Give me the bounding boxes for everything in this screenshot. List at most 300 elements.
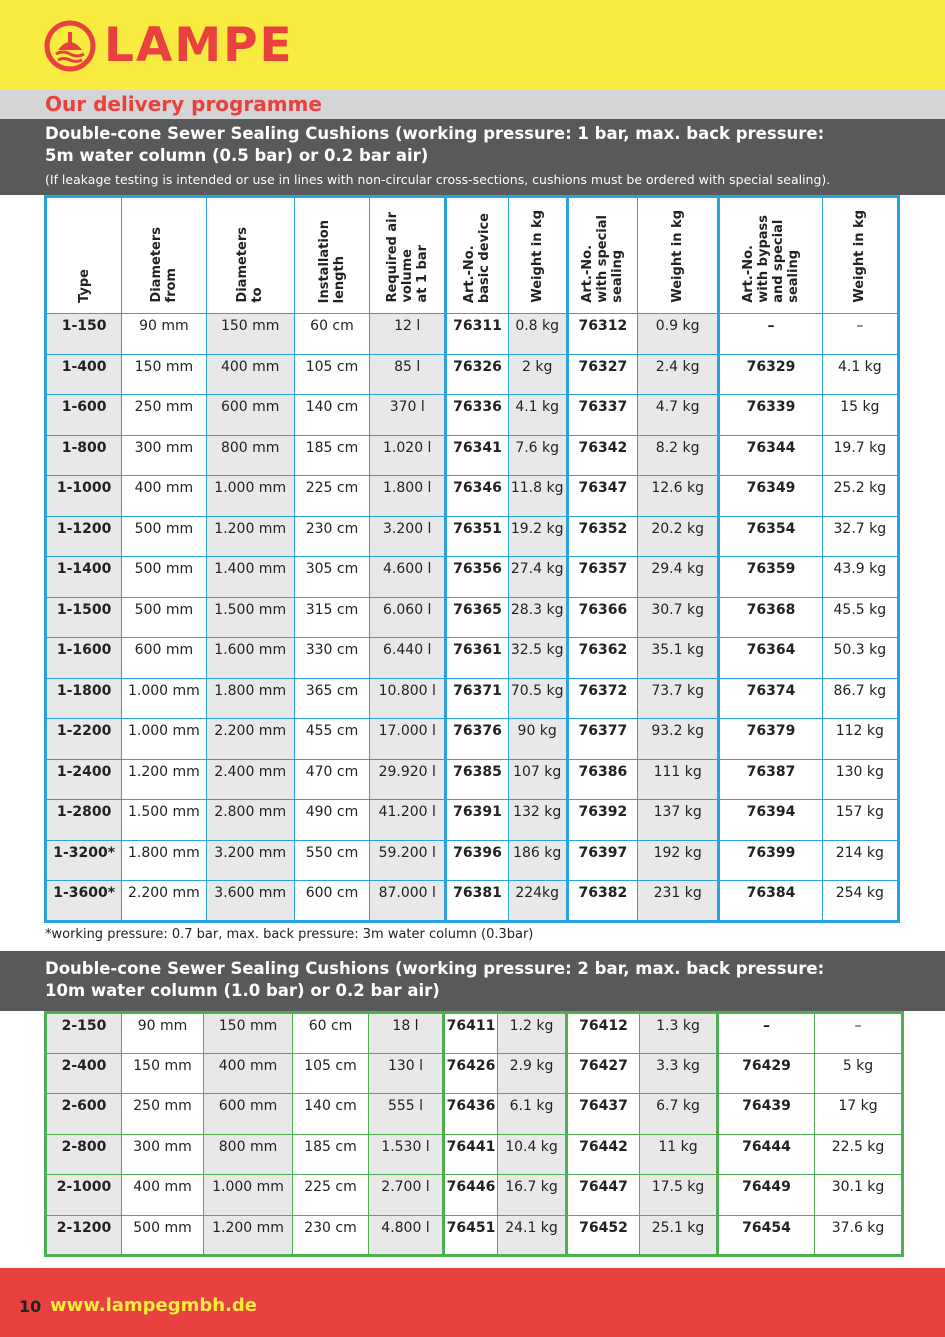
table-cell: 11.8 kg: [508, 476, 567, 517]
table-cell: 2.9 kg: [498, 1053, 567, 1094]
table-cell: 11 kg: [640, 1134, 718, 1175]
table-cell: 500 mm: [122, 597, 206, 638]
table-cell: 500 mm: [122, 557, 206, 598]
table-cell: 0.9 kg: [638, 314, 719, 355]
table-cell: 76446: [444, 1175, 498, 1216]
table-cell: 59.200 l: [370, 840, 446, 881]
table-cell: 2.800 mm: [206, 800, 294, 841]
table-row: [46, 678, 899, 719]
table-cell: 76377: [567, 719, 637, 760]
table-cell: 400 mm: [122, 1175, 204, 1216]
column-header-line: sealing: [785, 250, 801, 303]
table-cell: 16.7 kg: [498, 1175, 567, 1216]
table-cell: 1-2400: [46, 759, 122, 800]
table-cell: 90 kg: [508, 719, 567, 760]
table-cell: 76449: [718, 1175, 815, 1216]
table-cell: 76311: [446, 314, 508, 355]
table-cell: 2.4 kg: [638, 354, 719, 395]
table-cell: 1.530 l: [369, 1134, 444, 1175]
table-cell: 24.1 kg: [498, 1215, 567, 1256]
table-cell: 2 kg: [508, 354, 567, 395]
table-cell: 1.800 mm: [206, 678, 294, 719]
table-cell: 224kg: [508, 881, 567, 922]
table-cell: 76397: [567, 840, 637, 881]
lampe-logo-icon: [44, 20, 96, 72]
table-cell: 1.800 l: [370, 476, 446, 517]
table-row: [46, 557, 899, 598]
table-cell: 800 mm: [206, 435, 294, 476]
table-cell: 500 mm: [122, 1215, 204, 1256]
table-cell: 76339: [719, 395, 822, 436]
table-cell: 76336: [446, 395, 508, 436]
column-header-line: Installation: [316, 219, 332, 303]
section1-banner: [0, 119, 945, 195]
table-cell: 76312: [567, 314, 637, 355]
table-cell: 1.020 l: [370, 435, 446, 476]
subheader-bar: [0, 90, 945, 119]
table-cell: 76351: [446, 516, 508, 557]
table-cell: 4.600 l: [370, 557, 446, 598]
table-cell: 76454: [718, 1215, 815, 1256]
table-cell: 76411: [444, 1013, 498, 1054]
column-header-line: to: [250, 287, 266, 303]
table-cell: 85 l: [370, 354, 446, 395]
table-cell: 192 kg: [638, 840, 719, 881]
table-cell: 3.200 mm: [206, 840, 294, 881]
table-row: [46, 476, 899, 517]
sealing-cushions-table-2bar: [44, 1011, 904, 1257]
table-cell: 1.2 kg: [498, 1013, 567, 1054]
table-cell: 5 kg: [815, 1053, 903, 1094]
table-cell: 1-1600: [46, 638, 122, 679]
table-cell: 250 mm: [122, 1094, 204, 1135]
column-header-line: Diameters: [148, 227, 164, 303]
table-cell: 30.1 kg: [815, 1175, 903, 1216]
table-cell: 186 kg: [508, 840, 567, 881]
table-cell: 2-1000: [46, 1175, 122, 1216]
table-row: [46, 759, 899, 800]
table-cell: 1-400: [46, 354, 122, 395]
column-header: [638, 197, 719, 314]
table-cell: 76387: [719, 759, 822, 800]
table-cell: 1-1500: [46, 597, 122, 638]
table-cell: 76381: [446, 881, 508, 922]
column-header: [567, 197, 637, 314]
table-cell: 1.000 mm: [206, 476, 294, 517]
table-row: [46, 435, 899, 476]
column-header-line: sealing: [610, 250, 626, 303]
table-cell: 254 kg: [822, 881, 898, 922]
table-cell: 1.400 mm: [206, 557, 294, 598]
table-row: [46, 881, 899, 922]
table-cell: 76356: [446, 557, 508, 598]
table-cell: 76326: [446, 354, 508, 395]
table-row: [46, 638, 899, 679]
table-row: [46, 1175, 903, 1216]
table-cell: 76429: [718, 1053, 815, 1094]
table-cell: 76368: [719, 597, 822, 638]
table-cell: 32.7 kg: [822, 516, 898, 557]
column-header-line: Weight in kg: [670, 210, 686, 303]
table-cell: 4.7 kg: [638, 395, 719, 436]
table-cell: 76365: [446, 597, 508, 638]
table-cell: 107 kg: [508, 759, 567, 800]
table-cell: 500 mm: [122, 516, 206, 557]
table-cell: 105 cm: [294, 354, 369, 395]
table-cell: 1.000 mm: [122, 678, 206, 719]
section1-title-line1: Double-cone Sewer Sealing Cushions (working pressure: 1 bar, max. back pressure:: [45, 124, 825, 143]
table-cell: 76394: [719, 800, 822, 841]
column-header-line: Art.-No.: [740, 245, 756, 303]
column-header-line: Diameters: [235, 227, 251, 303]
table-cell: 76444: [718, 1134, 815, 1175]
table-cell: 76344: [719, 435, 822, 476]
brand-name: LAMPE: [104, 18, 294, 73]
table-cell: 76441: [444, 1134, 498, 1175]
table-cell: 4.1 kg: [822, 354, 898, 395]
table-cell: 2-600: [46, 1094, 122, 1135]
table-row: [46, 840, 899, 881]
header-bar: [0, 0, 945, 90]
column-header: [46, 197, 122, 314]
table-cell: 76391: [446, 800, 508, 841]
table-cell: 90 mm: [122, 1013, 204, 1054]
table-cell: 130 kg: [822, 759, 898, 800]
table-cell: 137 kg: [638, 800, 719, 841]
table-cell: 1-3600*: [46, 881, 122, 922]
table-cell: 76341: [446, 435, 508, 476]
table-row: [46, 1134, 903, 1175]
column-header-line: Required air: [384, 212, 400, 303]
table-cell: 370 l: [370, 395, 446, 436]
table-cell: 250 mm: [122, 395, 206, 436]
column-header-line: with special: [595, 215, 611, 303]
table-cell: 2-150: [46, 1013, 122, 1054]
table-cell: 90 mm: [122, 314, 206, 355]
column-header: [822, 197, 898, 314]
table-cell: 76385: [446, 759, 508, 800]
table-cell: 76354: [719, 516, 822, 557]
table-cell: 30.7 kg: [638, 597, 719, 638]
page-number: 10: [19, 1297, 42, 1316]
table-cell: 25.1 kg: [640, 1215, 718, 1256]
table-cell: 76412: [567, 1013, 640, 1054]
table-cell: 76372: [567, 678, 637, 719]
table-cell: 76442: [567, 1134, 640, 1175]
table-cell: 132 kg: [508, 800, 567, 841]
table-cell: 130 l: [369, 1053, 444, 1094]
table-cell: 150 mm: [122, 354, 206, 395]
column-header-line: Type: [76, 269, 92, 303]
column-header-line: length: [331, 255, 347, 303]
table-cell: 150 mm: [206, 314, 294, 355]
table-cell: –: [718, 1013, 815, 1054]
table-cell: 140 cm: [293, 1094, 369, 1135]
table-cell: 35.1 kg: [638, 638, 719, 679]
table-cell: 1.500 mm: [122, 800, 206, 841]
table-cell: 76451: [444, 1215, 498, 1256]
table-cell: 330 cm: [294, 638, 369, 679]
table-row: [46, 1215, 903, 1256]
table-cell: 43.9 kg: [822, 557, 898, 598]
section1-note: (If leakage testing is intended or use in lines with non-circular cross-sections, cushions must be ordered with special sealing).: [45, 172, 831, 187]
table-cell: 455 cm: [294, 719, 369, 760]
table-cell: 1.500 mm: [206, 597, 294, 638]
table-cell: 225 cm: [293, 1175, 369, 1216]
table-cell: 76376: [446, 719, 508, 760]
table-cell: 112 kg: [822, 719, 898, 760]
table-cell: 29.920 l: [370, 759, 446, 800]
table-cell: 17 kg: [815, 1094, 903, 1135]
table-cell: 2.200 mm: [122, 881, 206, 922]
table-cell: 2.200 mm: [206, 719, 294, 760]
table-cell: 17.000 l: [370, 719, 446, 760]
table-row: [46, 1053, 903, 1094]
table-cell: 60 cm: [293, 1013, 369, 1054]
table-cell: 3.3 kg: [640, 1053, 718, 1094]
table-cell: 1.000 mm: [204, 1175, 293, 1216]
table-cell: 1.000 mm: [122, 719, 206, 760]
table-cell: 28.3 kg: [508, 597, 567, 638]
column-header-line: basic device: [477, 212, 493, 303]
table-cell: 157 kg: [822, 800, 898, 841]
table-cell: 225 cm: [294, 476, 369, 517]
table-cell: 41.200 l: [370, 800, 446, 841]
table-cell: 18 l: [369, 1013, 444, 1054]
table-cell: 150 mm: [122, 1053, 204, 1094]
table-row: [46, 800, 899, 841]
table-cell: 600 mm: [206, 395, 294, 436]
table-cell: 315 cm: [294, 597, 369, 638]
table-row: [46, 354, 899, 395]
table-cell: 140 cm: [294, 395, 369, 436]
table-cell: 150 mm: [204, 1013, 293, 1054]
table-cell: 185 cm: [294, 435, 369, 476]
table-cell: 76392: [567, 800, 637, 841]
section2-title-line1: Double-cone Sewer Sealing Cushions (working pressure: 2 bar, max. back pressure:: [45, 959, 825, 978]
column-header: [206, 197, 294, 314]
table-cell: 27.4 kg: [508, 557, 567, 598]
table-cell: 73.7 kg: [638, 678, 719, 719]
table-cell: 76379: [719, 719, 822, 760]
table-cell: 19.2 kg: [508, 516, 567, 557]
table-cell: 12 l: [370, 314, 446, 355]
table-cell: 76437: [567, 1094, 640, 1135]
table-cell: 600 mm: [204, 1094, 293, 1135]
table-cell: 45.5 kg: [822, 597, 898, 638]
column-header: [446, 197, 508, 314]
table-cell: 550 cm: [294, 840, 369, 881]
table-cell: 400 mm: [122, 476, 206, 517]
table-row: [46, 314, 899, 355]
table-cell: –: [719, 314, 822, 355]
sealing-cushions-table-1bar: [44, 195, 900, 923]
section2-title-line2: 10m water column (1.0 bar) or 0.2 bar air): [45, 981, 440, 1000]
table-cell: 76386: [567, 759, 637, 800]
table-cell: 6.7 kg: [640, 1094, 718, 1135]
table-cell: 6.1 kg: [498, 1094, 567, 1135]
column-header: [719, 197, 822, 314]
table-cell: 76346: [446, 476, 508, 517]
table-cell: 7.6 kg: [508, 435, 567, 476]
table-cell: 1-150: [46, 314, 122, 355]
table-cell: 1.200 mm: [122, 759, 206, 800]
table-cell: 10.800 l: [370, 678, 446, 719]
table-cell: 76357: [567, 557, 637, 598]
column-header-line: Weight in kg: [852, 210, 868, 303]
table-cell: 1.600 mm: [206, 638, 294, 679]
table-cell: 76396: [446, 840, 508, 881]
table-cell: 2-1200: [46, 1215, 122, 1256]
table-cell: 4.1 kg: [508, 395, 567, 436]
table-cell: 2-400: [46, 1053, 122, 1094]
table-cell: 8.2 kg: [638, 435, 719, 476]
section2-banner: [0, 951, 945, 1011]
table-cell: 70.5 kg: [508, 678, 567, 719]
table-row: [46, 719, 899, 760]
table-cell: 76427: [567, 1053, 640, 1094]
table-row: [46, 597, 899, 638]
table-cell: 214 kg: [822, 840, 898, 881]
table-cell: 3.200 l: [370, 516, 446, 557]
table-cell: 600 mm: [122, 638, 206, 679]
table-cell: 17.5 kg: [640, 1175, 718, 1216]
table-cell: 1-600: [46, 395, 122, 436]
table-cell: 76337: [567, 395, 637, 436]
table-cell: 4.800 l: [369, 1215, 444, 1256]
table-cell: 93.2 kg: [638, 719, 719, 760]
table-cell: 1-2200: [46, 719, 122, 760]
table-cell: 3.600 mm: [206, 881, 294, 922]
table-cell: 2-800: [46, 1134, 122, 1175]
table-cell: 10.4 kg: [498, 1134, 567, 1175]
page-title: Our delivery programme: [45, 92, 322, 116]
table-cell: 29.4 kg: [638, 557, 719, 598]
column-header-line: and special: [770, 219, 786, 303]
table-cell: 76349: [719, 476, 822, 517]
table-cell: 76347: [567, 476, 637, 517]
brand-logo[interactable]: [44, 20, 294, 72]
table-cell: 2.400 mm: [206, 759, 294, 800]
table-cell: 76399: [719, 840, 822, 881]
column-header-line: at 1 bar: [414, 245, 430, 303]
table-cell: 76364: [719, 638, 822, 679]
section1-title-line2: 5m water column (0.5 bar) or 0.2 bar air): [45, 146, 429, 165]
table-cell: –: [822, 314, 898, 355]
website-link[interactable]: www.lampegmbh.de: [50, 1295, 258, 1316]
table-cell: 1-3200*: [46, 840, 122, 881]
column-header: [370, 197, 446, 314]
table-row: [46, 516, 899, 557]
table-cell: 76374: [719, 678, 822, 719]
table-cell: 6.440 l: [370, 638, 446, 679]
table-cell: 365 cm: [294, 678, 369, 719]
table-cell: 76426: [444, 1053, 498, 1094]
table-cell: 400 mm: [206, 354, 294, 395]
table-cell: –: [815, 1013, 903, 1054]
table-cell: 76361: [446, 638, 508, 679]
table-cell: 87.000 l: [370, 881, 446, 922]
table-cell: 76359: [719, 557, 822, 598]
table-cell: 12.6 kg: [638, 476, 719, 517]
column-header-line: from: [163, 268, 179, 303]
table-cell: 37.6 kg: [815, 1215, 903, 1256]
table-cell: 111 kg: [638, 759, 719, 800]
table-cell: 76362: [567, 638, 637, 679]
table-cell: 185 cm: [293, 1134, 369, 1175]
table-cell: 400 mm: [204, 1053, 293, 1094]
table-cell: 86.7 kg: [822, 678, 898, 719]
table-row: [46, 1094, 903, 1135]
table-cell: 22.5 kg: [815, 1134, 903, 1175]
table-cell: 1.200 mm: [204, 1215, 293, 1256]
table-cell: 32.5 kg: [508, 638, 567, 679]
table-cell: 76384: [719, 881, 822, 922]
table-cell: 231 kg: [638, 881, 719, 922]
table-cell: 1-800: [46, 435, 122, 476]
table-cell: 6.060 l: [370, 597, 446, 638]
table-cell: 25.2 kg: [822, 476, 898, 517]
table-cell: 76342: [567, 435, 637, 476]
table-cell: 1-1800: [46, 678, 122, 719]
table-cell: 76452: [567, 1215, 640, 1256]
table-cell: 230 cm: [293, 1215, 369, 1256]
column-header: [294, 197, 369, 314]
table-cell: 300 mm: [122, 1134, 204, 1175]
column-header-line: with bypass: [755, 215, 771, 303]
table-cell: 555 l: [369, 1094, 444, 1135]
column-header-line: Art.-No.: [462, 245, 478, 303]
column-header: [508, 197, 567, 314]
table-cell: 490 cm: [294, 800, 369, 841]
table-cell: 76327: [567, 354, 637, 395]
table-cell: 15 kg: [822, 395, 898, 436]
table-cell: 20.2 kg: [638, 516, 719, 557]
table-cell: 300 mm: [122, 435, 206, 476]
table-cell: 1-1200: [46, 516, 122, 557]
table-cell: 1-2800: [46, 800, 122, 841]
table-row: [46, 1013, 903, 1054]
column-header-line: Art.-No.: [580, 245, 596, 303]
table-cell: 470 cm: [294, 759, 369, 800]
table-cell: 76352: [567, 516, 637, 557]
table-cell: 76329: [719, 354, 822, 395]
table-cell: 0.8 kg: [508, 314, 567, 355]
footer-bar: [0, 1268, 945, 1337]
table-cell: 1-1000: [46, 476, 122, 517]
column-header-line: Weight in kg: [529, 210, 545, 303]
table-cell: 76436: [444, 1094, 498, 1135]
table-cell: 1-1400: [46, 557, 122, 598]
table-cell: 1.800 mm: [122, 840, 206, 881]
table-header-row: [46, 197, 899, 314]
table-cell: 76382: [567, 881, 637, 922]
table-cell: 1.200 mm: [206, 516, 294, 557]
table-cell: 2.700 l: [369, 1175, 444, 1216]
table-cell: 76447: [567, 1175, 640, 1216]
table-cell: 1.3 kg: [640, 1013, 718, 1054]
footnote: *working pressure: 0.7 bar, max. back pressure: 3m water column (0.3bar): [45, 927, 534, 942]
table-cell: 19.7 kg: [822, 435, 898, 476]
column-header-line: volume: [399, 249, 415, 303]
column-header: [122, 197, 206, 314]
table-cell: 600 cm: [294, 881, 369, 922]
table-cell: 76366: [567, 597, 637, 638]
table-row: [46, 395, 899, 436]
table-cell: 105 cm: [293, 1053, 369, 1094]
table-cell: 76439: [718, 1094, 815, 1135]
table-cell: 305 cm: [294, 557, 369, 598]
